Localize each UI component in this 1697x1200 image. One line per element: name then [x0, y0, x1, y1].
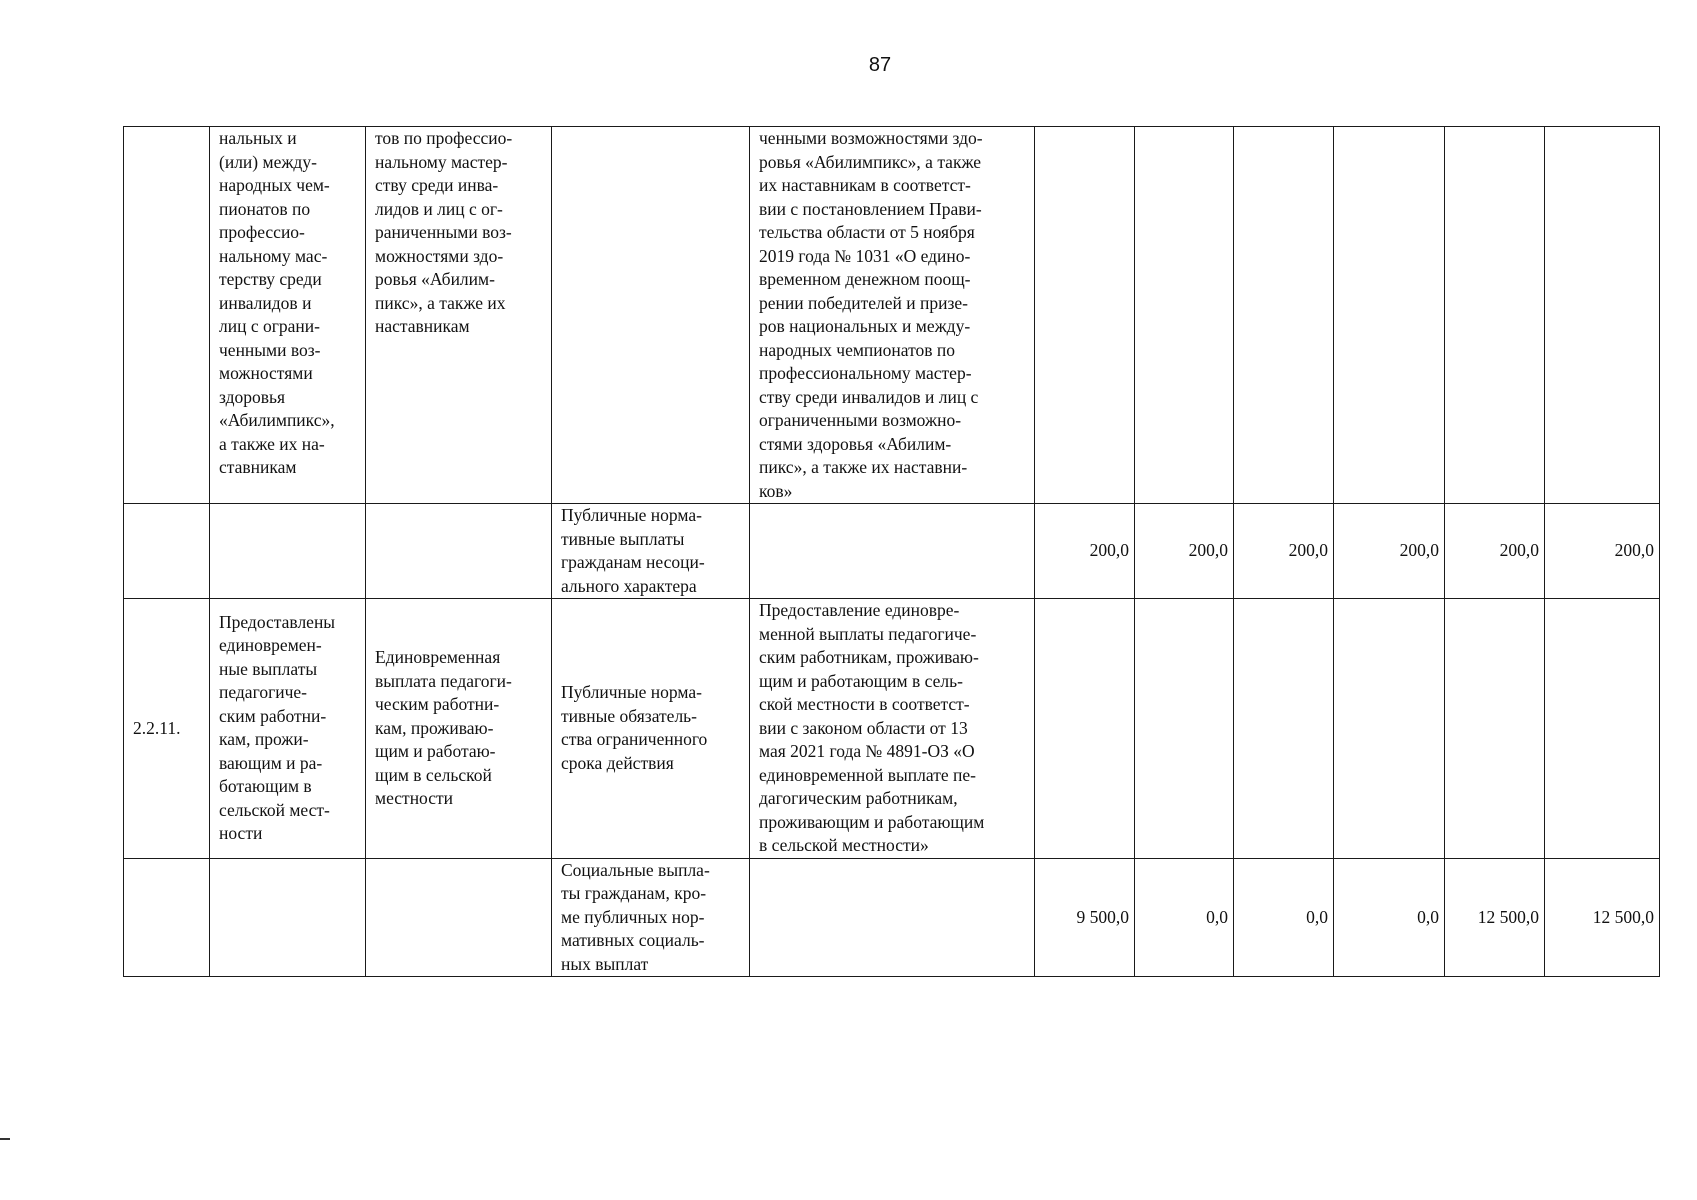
value-cell: [1035, 599, 1135, 859]
value-cell: [1445, 127, 1545, 504]
row-code: [124, 858, 210, 977]
value-cell: 9 500,0: [1035, 858, 1135, 977]
measure-name: Единовременная выплата педагоги- ческим работни- кам, проживаю- щим и работаю- щим в сельской местности: [366, 599, 552, 859]
measure-name: [366, 504, 552, 599]
value-cell: 200,0: [1234, 504, 1334, 599]
value-cell: 200,0: [1445, 504, 1545, 599]
value-cell: 0,0: [1234, 858, 1334, 977]
obligation-type: Социальные выпла- ты гражданам, кро- ме публичных нор- мативных социаль- ных выплат: [552, 858, 750, 977]
table-row: [124, 127, 1660, 504]
table-row: [124, 599, 1660, 859]
row-code: [124, 127, 210, 504]
value-cell: 0,0: [1135, 858, 1234, 977]
legal-basis: [750, 504, 1035, 599]
margin-mark: [0, 1138, 10, 1140]
value-cell: 0,0: [1334, 858, 1445, 977]
result-name: [210, 858, 366, 977]
obligation-type: Публичные норма- тивные обязатель- ства ограниченного срока действия: [552, 599, 750, 859]
value-cell: [1035, 127, 1135, 504]
result-name: [210, 504, 366, 599]
row-code: [124, 504, 210, 599]
measure-name: тов по профессио- нальному мастер- ству среди инва- лидов и лиц с ог- раниченными воз- можностями здо- ровья «Абилим- пикс», а также их наставникам: [366, 127, 552, 504]
page-number: 87: [868, 54, 892, 76]
result-name: Предоставлены единовремен- ные выплаты педагогиче- ским работни- кам, прожи- вающим и ра- ботающим в сельской мест- ности: [210, 599, 366, 859]
legal-basis: ченными возможностями здо- ровья «Абилимпикс», а также их наставникам в соответст- вии с постановлением Прави- тельства области от 5 ноября 2019 года № 1031 «О едино- временном денежном поощ- рении победителей и призе- ров национальных и между- народных чемпионатов по профессиональному мастер- ству среди инвалидов и лиц с ограниченными возможно- стями здоровья «Абилим- пикс», а также их наставни- ков»: [750, 127, 1035, 504]
row-code: 2.2.11.: [124, 599, 210, 859]
value-cell: [1334, 599, 1445, 859]
value-cell: 12 500,0: [1545, 858, 1660, 977]
value-cell: 200,0: [1135, 504, 1234, 599]
obligation-type: [552, 127, 750, 504]
result-name: нальных и (или) между- народных чем- пионатов по профессио- нальному мас- терству среди инвалидов и лиц с ограни- ченными воз- можностями здоровья «Абилимпикс», а также их на- ставникам: [210, 127, 366, 504]
program-table: [123, 126, 1660, 977]
value-cell: 12 500,0: [1445, 858, 1545, 977]
value-cell: [1234, 599, 1334, 859]
value-cell: [1545, 599, 1660, 859]
value-cell: [1545, 127, 1660, 504]
value-cell: [1135, 599, 1234, 859]
value-cell: [1135, 127, 1234, 504]
table-row: [124, 504, 1660, 599]
value-cell: [1334, 127, 1445, 504]
legal-basis: [750, 858, 1035, 977]
value-cell: 200,0: [1545, 504, 1660, 599]
value-cell: [1445, 599, 1545, 859]
obligation-type: Публичные норма- тивные выплаты гражданам несоци- ального характера: [552, 504, 750, 599]
value-cell: 200,0: [1035, 504, 1135, 599]
table-row: [124, 858, 1660, 977]
value-cell: 200,0: [1334, 504, 1445, 599]
measure-name: [366, 858, 552, 977]
value-cell: [1234, 127, 1334, 504]
legal-basis: Предоставление единовре- менной выплаты педагогиче- ским работникам, проживаю- щим и работающим в сель- ской местности в соответст- вии с законом области от 13 мая 2021 года № 4891-ОЗ «О единовременной выплате пе- дагогическим работникам, проживающим и работающим в сельской местности»: [750, 599, 1035, 859]
